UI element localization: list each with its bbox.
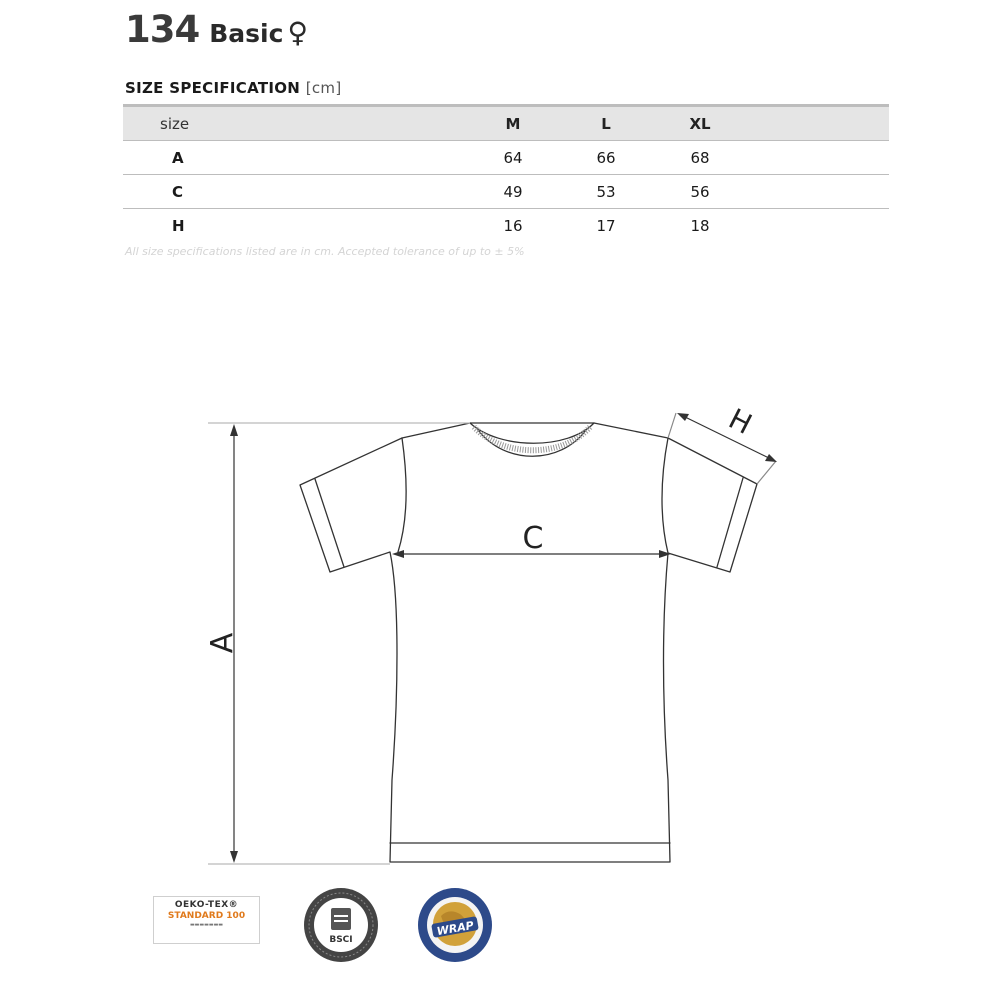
spec-unit: [cm] xyxy=(305,79,342,97)
table-cell: 17 xyxy=(596,216,616,235)
certification-logos xyxy=(0,886,1000,966)
table-cell: 18 xyxy=(690,216,710,235)
h-guide-1 xyxy=(668,413,676,438)
c-arrow-right xyxy=(659,550,671,558)
table-cell: 64 xyxy=(503,148,523,167)
tolerance-note: All size specifications listed are in cm. Accepted tolerance of up to ± 5% xyxy=(125,245,525,258)
table-cell: 68 xyxy=(690,148,710,167)
spec-title-text: SIZE SPECIFICATION xyxy=(125,79,301,97)
h-arrow-1 xyxy=(677,413,689,421)
oeko-tex-logo xyxy=(153,896,260,944)
column-header-size: size xyxy=(160,114,190,133)
table-cell: 66 xyxy=(596,148,616,167)
column-header-m: M xyxy=(505,114,521,133)
a-arrow-top xyxy=(230,424,238,436)
column-header-l: L xyxy=(601,114,611,133)
table-cell: 16 xyxy=(503,216,523,235)
collar-ribbing xyxy=(474,427,590,450)
row-label: H xyxy=(172,216,185,235)
bsci-label: BSCI xyxy=(329,935,353,945)
wrap-label: WRAP xyxy=(435,918,475,939)
wrap-logo xyxy=(416,886,494,964)
c-label: C xyxy=(522,521,544,556)
bsci-logo xyxy=(302,886,380,964)
female-icon: ♀ xyxy=(287,16,308,49)
left-sleeve-hem xyxy=(315,479,344,567)
column-header-xl: XL xyxy=(689,114,711,133)
right-sleeve-hem xyxy=(717,478,743,567)
left-armhole-seam xyxy=(398,438,406,552)
tshirt-outline xyxy=(300,423,757,862)
oeko-tex-fineprint: ▬▬▬▬▬▬▬ xyxy=(189,922,224,928)
h-arrow-2 xyxy=(765,454,777,462)
table-cell: 53 xyxy=(596,182,616,201)
a-arrow-bottom xyxy=(230,851,238,863)
oeko-tex-standard: STANDARD 100 xyxy=(167,911,246,921)
table-cell: 56 xyxy=(690,182,710,201)
h-guide-2 xyxy=(757,461,776,484)
oeko-tex-brand: OEKO-TEX® xyxy=(174,900,239,910)
row-label: A xyxy=(172,148,184,167)
a-label: A xyxy=(205,632,240,654)
row-label: C xyxy=(172,182,184,201)
h-label: H xyxy=(723,402,758,442)
model-name: Basic xyxy=(209,19,284,48)
table-cell: 49 xyxy=(503,182,523,201)
h-dimension-line xyxy=(681,415,773,460)
right-armhole-seam xyxy=(662,438,668,553)
model-number: 134 xyxy=(125,8,200,51)
